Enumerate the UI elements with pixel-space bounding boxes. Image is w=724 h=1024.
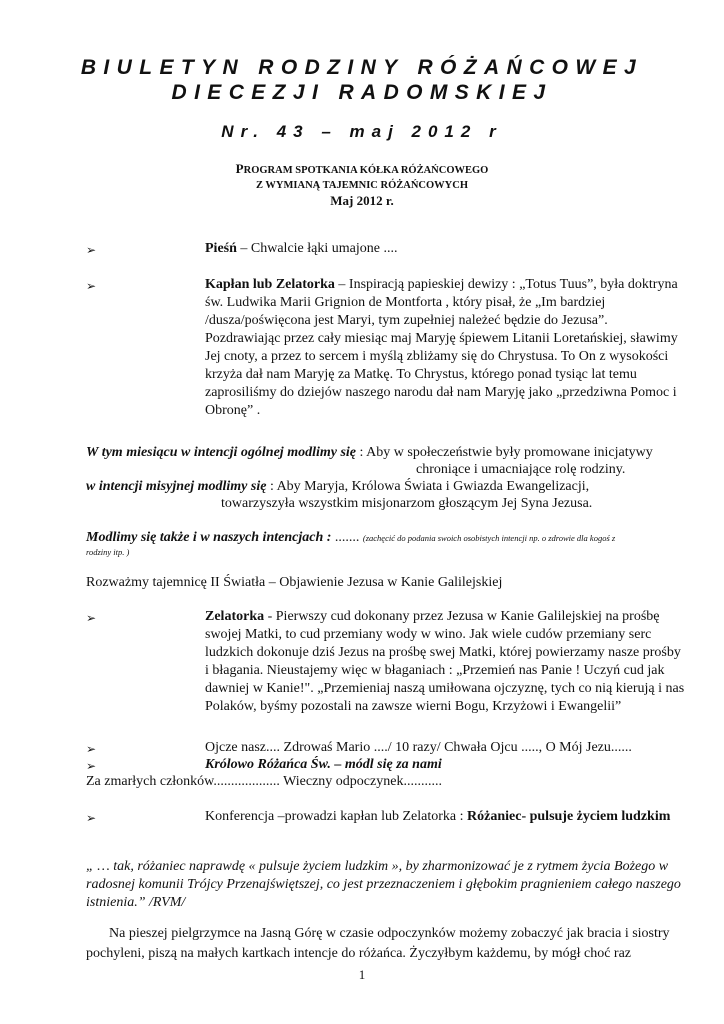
- rvm-quote: „ … tak, różaniec naprawdę « pulsuje życiem ludzkim », by zharmonizować je z rytmem życia Bożego w radosnej komunii Trójcy Przenajświętszej, co jest przeznaczeniem i głębokim pragnieniem całego naszego istnienia.” /RVM/: [86, 859, 681, 910]
- missionary-intention-label: w intencji misyjnej modlimy się: [86, 479, 267, 494]
- bullet-arrow-icon: ➢: [86, 759, 97, 773]
- prayers-line: Ojcze nasz.... Zdrowaś Mario ..../ 10 razy/ Chwała Ojcu ....., O Mój Jezu......: [205, 740, 632, 755]
- general-intention: [86, 444, 653, 461]
- agenda-item-label: Pieśń: [205, 241, 237, 256]
- general-intention-label: W tym miesiącu w intencji ogólnej modlimy się: [86, 445, 357, 460]
- bullet-arrow-icon: ➢: [86, 811, 97, 825]
- agenda-item-song: [205, 240, 685, 258]
- program-title-rest: ROGRAM SPOTKANIA KÓŁKA RÓŻAŃCOWEGO: [243, 165, 489, 176]
- masthead-title-line1: BIULETYN RODZINY RÓŻAŃCOWEJ: [80, 56, 644, 79]
- bullet-arrow-icon: ➢: [86, 742, 97, 756]
- masthead-title-line2: DIECEZJI RADOMSKIEJ: [171, 81, 553, 104]
- conference-topic: Różaniec- pulsuje życiem ludzkim: [467, 809, 671, 824]
- missionary-intention-text: : Aby Maryja, Królowa Świata i Gwiazda Ewangelizacji,: [266, 479, 590, 494]
- missionary-intention-continued: towarzyszyła wszystkim misjonarzom głoszącym Jej Syna Jezusa.: [221, 496, 593, 511]
- bullet-arrow-icon: ➢: [86, 243, 97, 257]
- own-intentions-label: Modlimy się także i w naszych intencjach :: [86, 530, 332, 545]
- agenda-item-conference: [205, 808, 675, 826]
- program-date: Maj 2012 r.: [330, 193, 394, 208]
- agenda-item-priest: [205, 276, 685, 420]
- bullet-arrow-icon: ➢: [86, 611, 97, 625]
- deceased-members-prayer: Za zmarłych członków................... Wieczny odpoczynek...........: [86, 774, 442, 789]
- mystery-heading: Rozważmy tajemnicę II Światła – Objawienie Jezusa w Kanie Galilejskiej: [86, 575, 503, 590]
- own-intentions-dots: .......: [331, 530, 363, 545]
- agenda-item-zelatorka: [205, 608, 685, 716]
- bullet-arrow-icon: ➢: [86, 279, 97, 293]
- page-number: 1: [358, 967, 366, 982]
- general-intention-text: : Aby w społeczeństwie były promowane inicjatywy: [356, 445, 653, 460]
- closing-paragraph: Na pieszej pielgrzymce na Jasną Górę w czasie odpoczynków możemy zobaczyć jak bracia i siostry pochyleni, piszą na małych kartkach intencje do różańca. Życzyłbym każdemu, by mógł choć raz: [86, 926, 670, 961]
- own-intentions: [86, 529, 615, 547]
- agenda-item-text: – Chwalcie łąki umajone ....: [236, 241, 398, 256]
- conference-text: Konferencja –prowadzi kapłan lub Zelatorka :: [205, 809, 468, 824]
- queen-rosary-invocation: Królowo Różańca Św. – módl się za nami: [205, 757, 442, 772]
- own-intentions-note-continued: rodziny itp. ): [86, 547, 130, 557]
- agenda-item-label: Zelatorka: [205, 609, 265, 624]
- program-title-line2: Z WYMIANĄ TAJEMNIC RÓŻAŃCOWYCH: [255, 180, 469, 191]
- program-title-initial: P: [235, 161, 244, 176]
- agenda-item-label: Kapłan lub Zelatorka: [205, 277, 335, 292]
- agenda-item-text: – Inspiracją papieskiej dewizy : „Totus Tuus”, była doktryna św. Ludwika Marii Grignion de Montforta , który pisał, że „Im bardziej /dusza/poświęcona jest Maryi, tym zupełniej należeć będzie do Jezusa”. Pozdrawiając przez cały miesiąc maj Maryję śpiewem Litanii Loretańskiej, sławimy Jej cnoty, a przez to sercem i myślą zbliżamy się do Chrystusa. To On z wysokości krzyża dał nam Maryję za Matkę. To Chrystus, którego ponad tysiąc lat temu zaprosiliśmy do dziejów naszego narodu dał nam Maryję jako „przedziwna Pomoc i Obronę” .: [205, 277, 678, 418]
- program-title-line1: [0, 162, 724, 177]
- missionary-intention: [86, 478, 589, 495]
- issue-number: Nr. 43 – maj 2012 r: [221, 122, 503, 141]
- own-intentions-note: (zachęcić do podania swoich osobistych intencji np. o zdrowie dla kogoś z: [362, 533, 616, 543]
- general-intention-continued: chroniące i umacniające rolę rodziny.: [416, 462, 626, 477]
- agenda-item-text: - Pierwszy cud dokonany przez Jezusa w Kanie Galilejskiej na prośbę swojej Matki, to cud przemiany wody w wino. Jak wiele cudów przemiany serc ludzkich dokonuje dziś Jezus na prośbę swej Matki, której powierzamy nasze prośby i błagania. Nieustajemy więc w błaganiach : „Przemień nas Panie ! Uczyń cud jak dawniej w Kanie!". „Przemieniaj naszą umiłowana ojczyznę, tych co nią kierują i nas Polaków, byśmy pozostali na zawsze wierni Bogu, Krzyżowi i Ewangelii”: [205, 609, 685, 714]
